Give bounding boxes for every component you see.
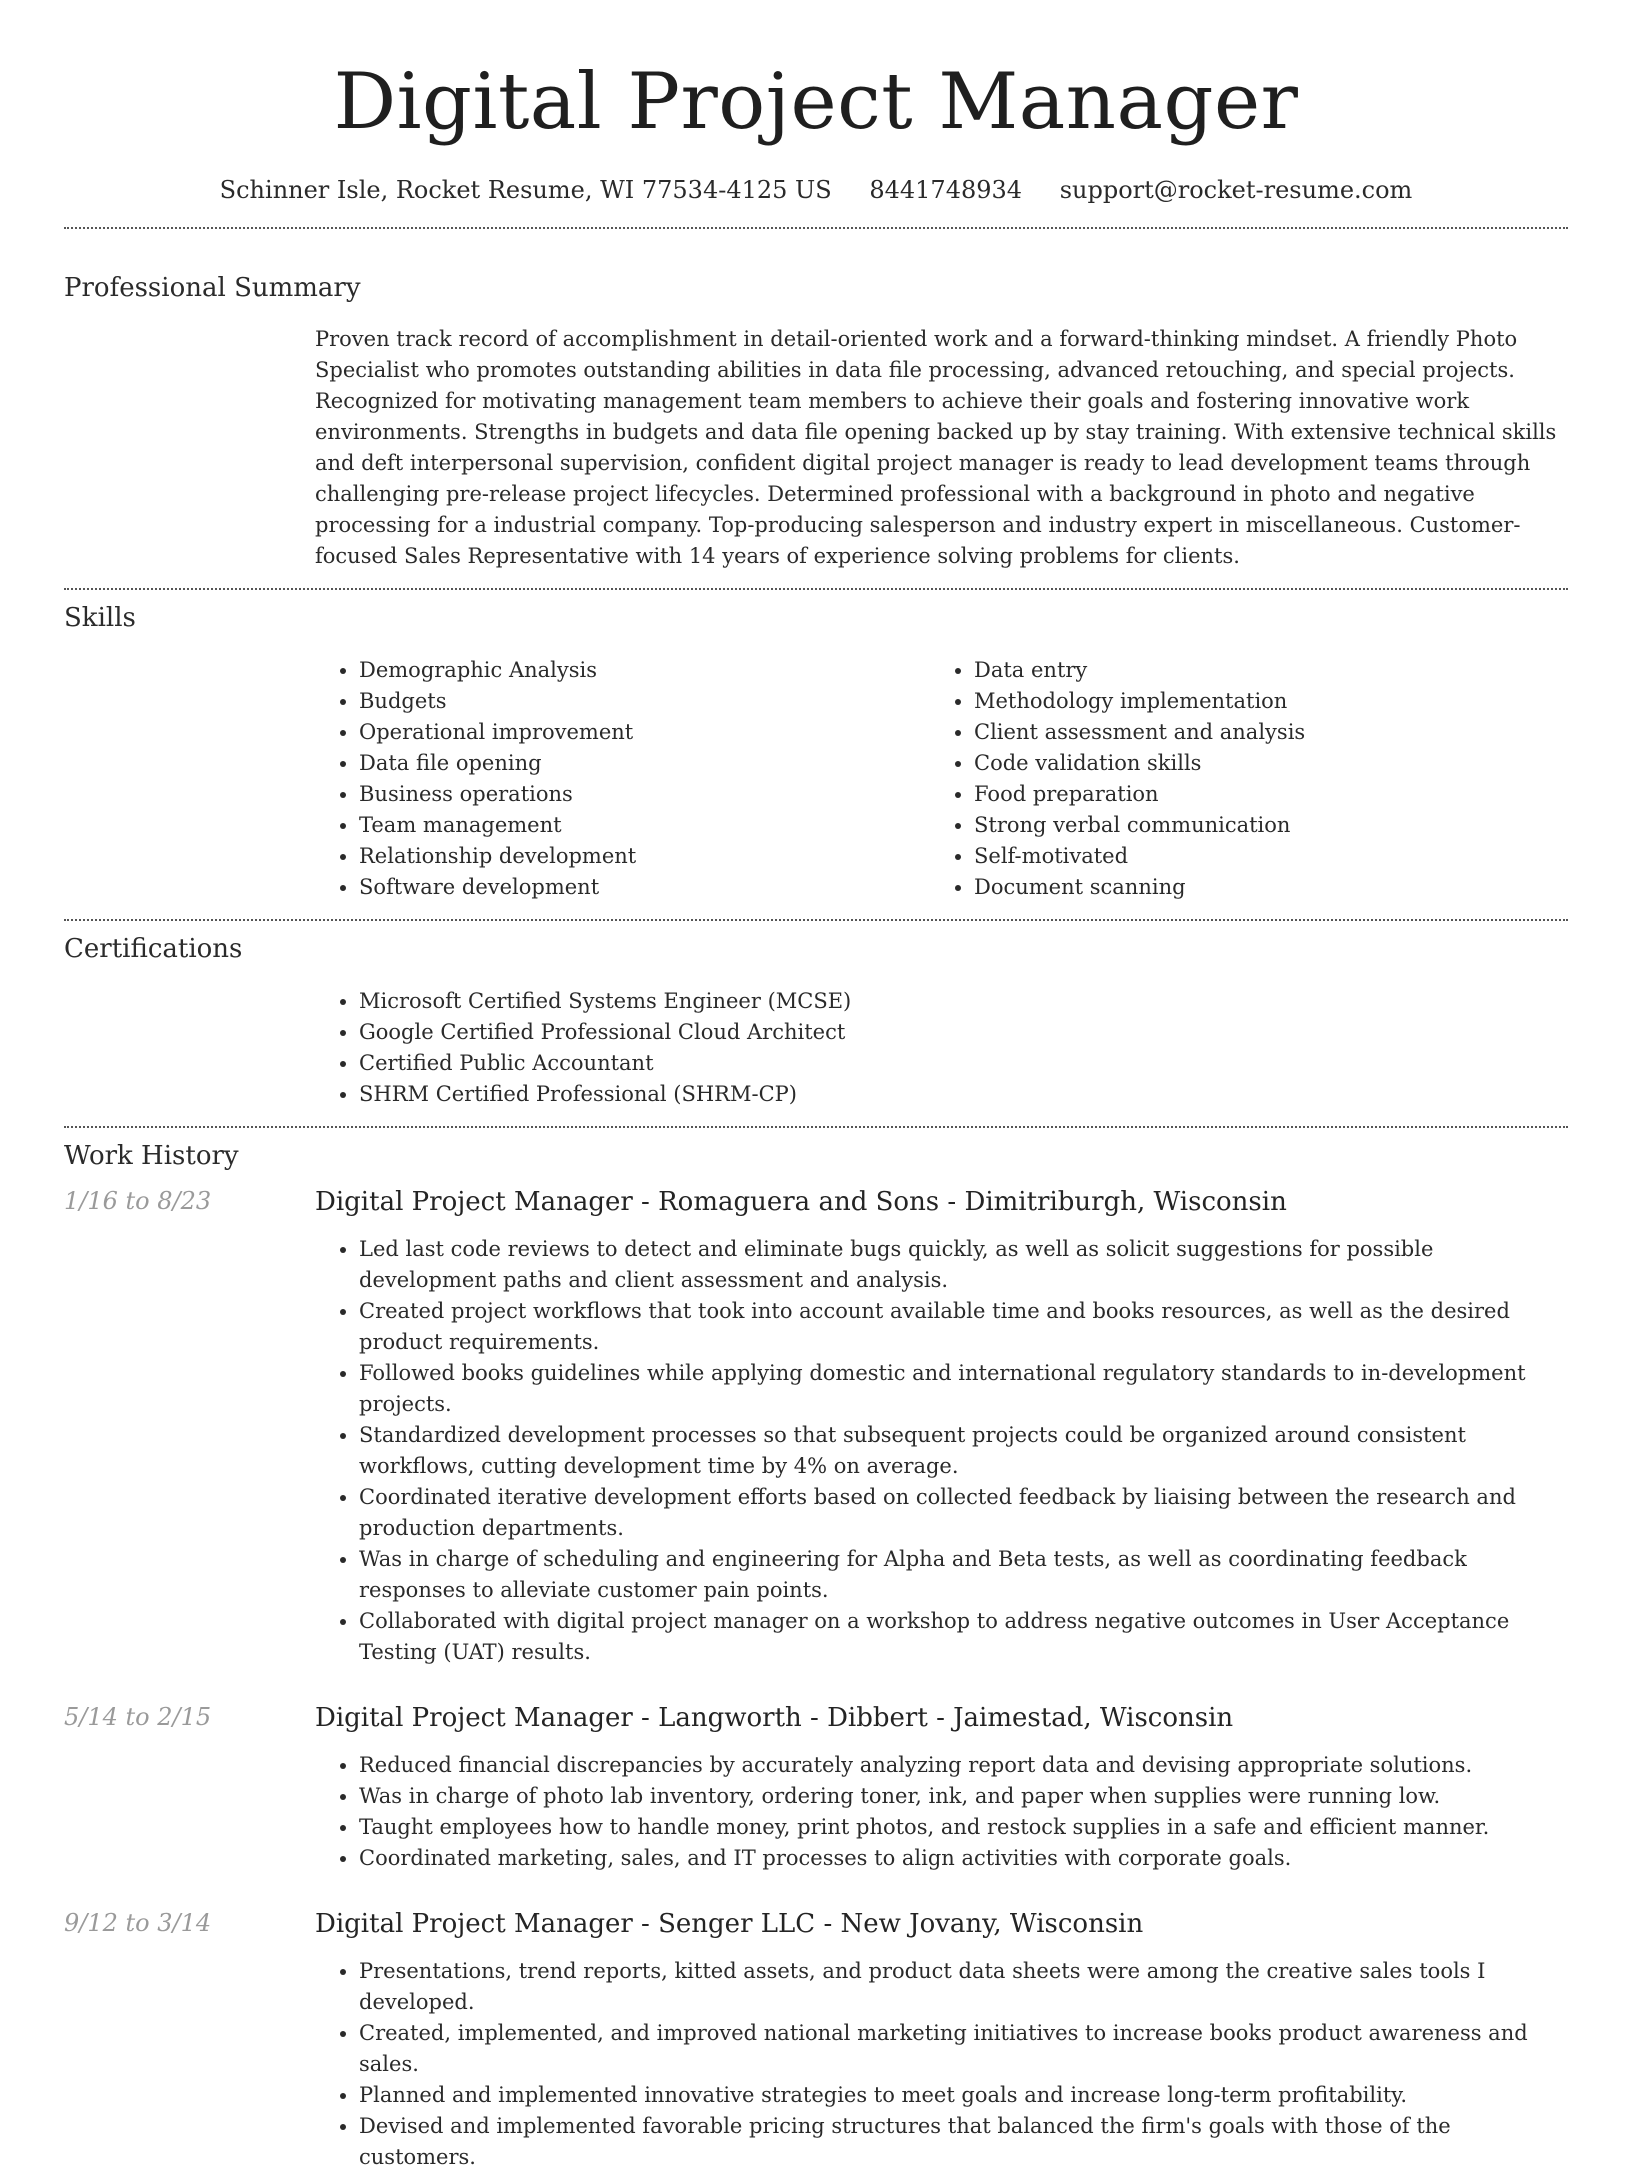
job-dates: 1/16 to 8/23: [64, 1187, 212, 1215]
job-entry: [64, 1908, 1568, 2173]
skill-item: • Operational improvement: [359, 717, 930, 748]
section-divider: [64, 227, 1568, 229]
section-title-certifications: Certifications: [64, 934, 243, 964]
certification-item: • Google Certified Professional Cloud Architect: [359, 1017, 1568, 1048]
job-bullet: • Created project workflows that took into account available time and books resources, as well as the desired product requirements.: [359, 1296, 1568, 1358]
certifications-list: [315, 986, 1568, 1110]
job-body: [315, 1186, 1568, 1668]
summary-text: Proven track record of accomplishment in detail-oriented work and a forward-thinking mindset. A friendly Photo Specialist who promotes outstanding abilities in data file processing, advanced retouching, and special projects. Recognized for motivating management team members to achieve their goals and fostering innovative work environments. Strengths in budgets and data file opening backed up by stay training. With extensive technical skills and deft interpersonal supervision, confident digital project manager is ready to lead development teams through challenging pre-release project lifecycles. Determined professional with a background in photo and negative processing for a industrial company. Top-producing salesperson and industry expert in miscellaneous. Customer-focused Sales Representative with 14 years of experience solving problems for clients.: [315, 327, 1557, 568]
section-title-skills: Skills: [64, 603, 136, 633]
job-entry: [64, 1186, 1568, 1668]
skill-item: • Code validation skills: [974, 748, 1545, 779]
skill-item: • Client assessment and analysis: [974, 717, 1545, 748]
skill-item: • Self-motivated: [974, 841, 1545, 872]
job-responsibilities: [315, 1750, 1568, 1874]
skill-item: • Software development: [359, 872, 930, 903]
section-divider: [64, 588, 1568, 590]
job-title: Digital Project Manager - Romaguera and Sons - Dimitriburgh, Wisconsin: [315, 1187, 1287, 1217]
job-bullet: • Collaborated with digital project manager on a workshop to address negative outcomes in User Acceptance Testing (UAT) results.: [359, 1606, 1568, 1668]
job-bullet: • Coordinated marketing, sales, and IT processes to align activities with corporate goals.: [359, 1843, 1568, 1874]
skills-list: [315, 655, 1568, 903]
job-bullet: • Planned and implemented innovative strategies to meet goals and increase long-term profitability.: [359, 2080, 1568, 2111]
job-bullet: • Led last code reviews to detect and eliminate bugs quickly, as well as solicit suggestions for possible development paths and client assessment and analysis.: [359, 1234, 1568, 1296]
job-bullet: • Was in charge of scheduling and engineering for Alpha and Beta tests, as well as coordinating feedback responses to alleviate customer pain points.: [359, 1544, 1568, 1606]
job-bullet: • Was in charge of photo lab inventory, ordering toner, ink, and paper when supplies were running low.: [359, 1781, 1568, 1812]
job-body: [315, 1702, 1568, 1874]
job-bullet: • Devised and implemented favorable pricing structures that balanced the firm's goals with those of the customers.: [359, 2111, 1568, 2173]
skill-item: • Team management: [359, 810, 930, 841]
skill-item: • Demographic Analysis: [359, 655, 930, 686]
job-title: Digital Project Manager - Langworth - Dibbert - Jaimestad, Wisconsin: [315, 1703, 1234, 1733]
job-bullet: • Followed books guidelines while applying domestic and international regulatory standards to in-development projects.: [359, 1358, 1568, 1420]
contact-line: [64, 174, 1568, 206]
skill-item: • Relationship development: [359, 841, 930, 872]
skill-item: • Food preparation: [974, 779, 1545, 810]
contact-phone: 8441748934: [869, 176, 1023, 204]
job-bullet: • Coordinated iterative development efforts based on collected feedback by liaising between the research and production departments.: [359, 1482, 1568, 1544]
skill-item: • Data file opening: [359, 748, 930, 779]
section-divider: [64, 919, 1568, 921]
certification-item: • SHRM Certified Professional (SHRM-CP): [359, 1079, 1568, 1110]
job-entry: [64, 1702, 1568, 1874]
contact-email: support@rocket-resume.com: [1059, 176, 1413, 204]
job-dates: 9/12 to 3/14: [64, 1909, 212, 1937]
skill-item: • Data entry: [974, 655, 1545, 686]
job-responsibilities: [315, 1956, 1568, 2173]
skill-item: • Methodology implementation: [974, 686, 1545, 717]
skill-item: • Business operations: [359, 779, 930, 810]
section-title-summary: Professional Summary: [64, 273, 361, 303]
work-history-list: [64, 1186, 1568, 2173]
section-title-work-history: Work History: [64, 1141, 239, 1171]
skills-column-left: [315, 655, 930, 903]
skills-column-right: [930, 655, 1545, 903]
job-bullet: • Presentations, trend reports, kitted assets, and product data sheets were among the creative sales tools I developed.: [359, 1956, 1568, 2018]
certifications-bullets: [315, 986, 1568, 1110]
resume-name: Digital Project Manager: [333, 57, 1299, 147]
contact-address: Schinner Isle, Rocket Resume, WI 77534-4125 US: [219, 176, 832, 204]
skill-item: • Budgets: [359, 686, 930, 717]
job-responsibilities: [315, 1234, 1568, 1668]
skill-item: • Document scanning: [974, 872, 1545, 903]
skill-item: • Strong verbal communication: [974, 810, 1545, 841]
job-bullet: • Standardized development processes so that subsequent projects could be organized around consistent workflows, cutting development time by 4% on average.: [359, 1420, 1568, 1482]
job-title: Digital Project Manager - Senger LLC - New Jovany, Wisconsin: [315, 1909, 1144, 1939]
job-dates: 5/14 to 2/15: [64, 1703, 212, 1731]
section-divider: [64, 1126, 1568, 1128]
job-bullet: • Taught employees how to handle money, print photos, and restock supplies in a safe and efficient manner.: [359, 1812, 1568, 1843]
job-body: [315, 1908, 1568, 2173]
job-bullet: • Created, implemented, and improved national marketing initiatives to increase books product awareness and sales.: [359, 2018, 1568, 2080]
certification-item: • Certified Public Accountant: [359, 1048, 1568, 1079]
certification-item: • Microsoft Certified Systems Engineer (MCSE): [359, 986, 1568, 1017]
job-bullet: • Reduced financial discrepancies by accurately analyzing report data and devising appropriate solutions.: [359, 1750, 1568, 1781]
